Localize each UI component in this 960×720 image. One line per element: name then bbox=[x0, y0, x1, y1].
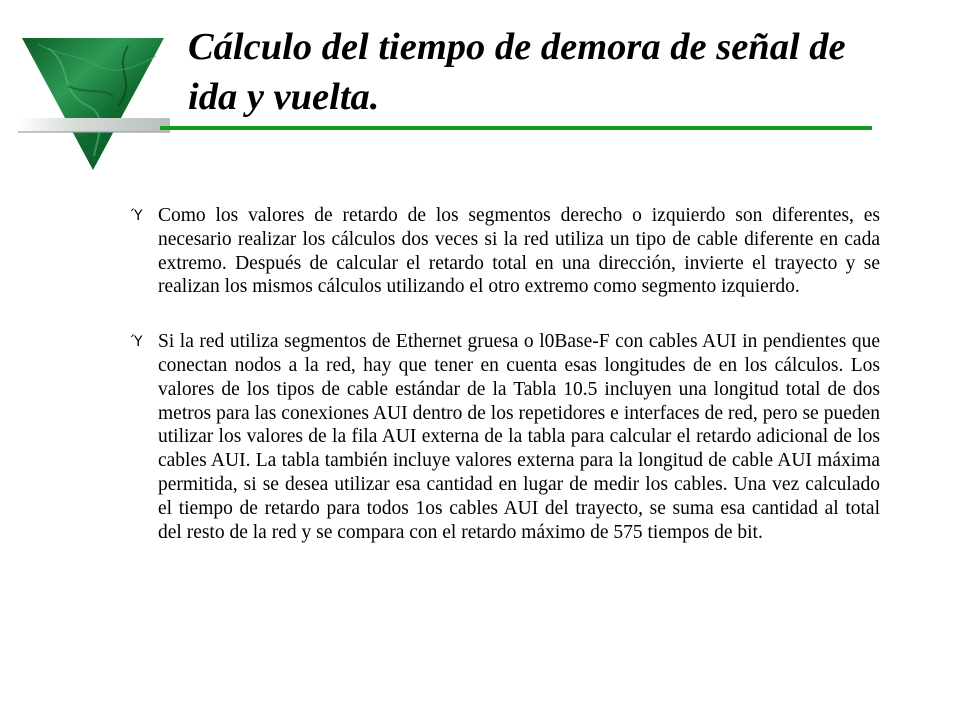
title-underline bbox=[160, 126, 872, 130]
bullet-item bbox=[131, 204, 880, 299]
marble-triangle-logo bbox=[18, 36, 170, 174]
checkmark-icon: Ύ bbox=[131, 334, 143, 351]
checkmark-icon: Ύ bbox=[131, 208, 143, 224]
bullet-text: Si la red utiliza segmentos de Ethernet gruesa o l0Base-F con cables AUI in pendientes que conectan nodos a la red, hay que tener en cuenta esas longitudes de en los cálculos. Los valores de los tipos de cable estándar de la Tabla 10.5 incluyen una longitud total de dos metros para las conexiones AUI dentro de los repetidores e interfaces de red, pero se pueden utilizar los valores de la fila AUI externa de la tabla para calcular el retardo adicional de los cables AUI. La tabla también incluye valores externa para la longitud de cable AUI máxima permitida, si se desea utilizar esa cantidad en lugar de medir los cables. Una vez calculado el tiempo de retardo para todos 1os cables AUI del trayecto, se suma esa cantidad al total del resto de la red y se compara con el retardo máximo de 575 tiempos de bit. bbox=[158, 331, 880, 543]
slide-title: Cálculo del tiempo de demora de señal de ida y vuelta. bbox=[188, 26, 846, 118]
bullet-item bbox=[131, 330, 880, 544]
bullet-list bbox=[131, 204, 880, 575]
bullet-text: Como los valores de retardo de los segmentos derecho o izquierdo son diferentes, es necesario realizar los cálculos dos veces si la red utiliza un tipo de cable diferente en cada extremo. Después de calcular el retardo total en una dirección, invierte el trayecto y se realizan los mismos cálculos utilizando el otro extremo como segmento izquierdo. bbox=[158, 205, 880, 298]
